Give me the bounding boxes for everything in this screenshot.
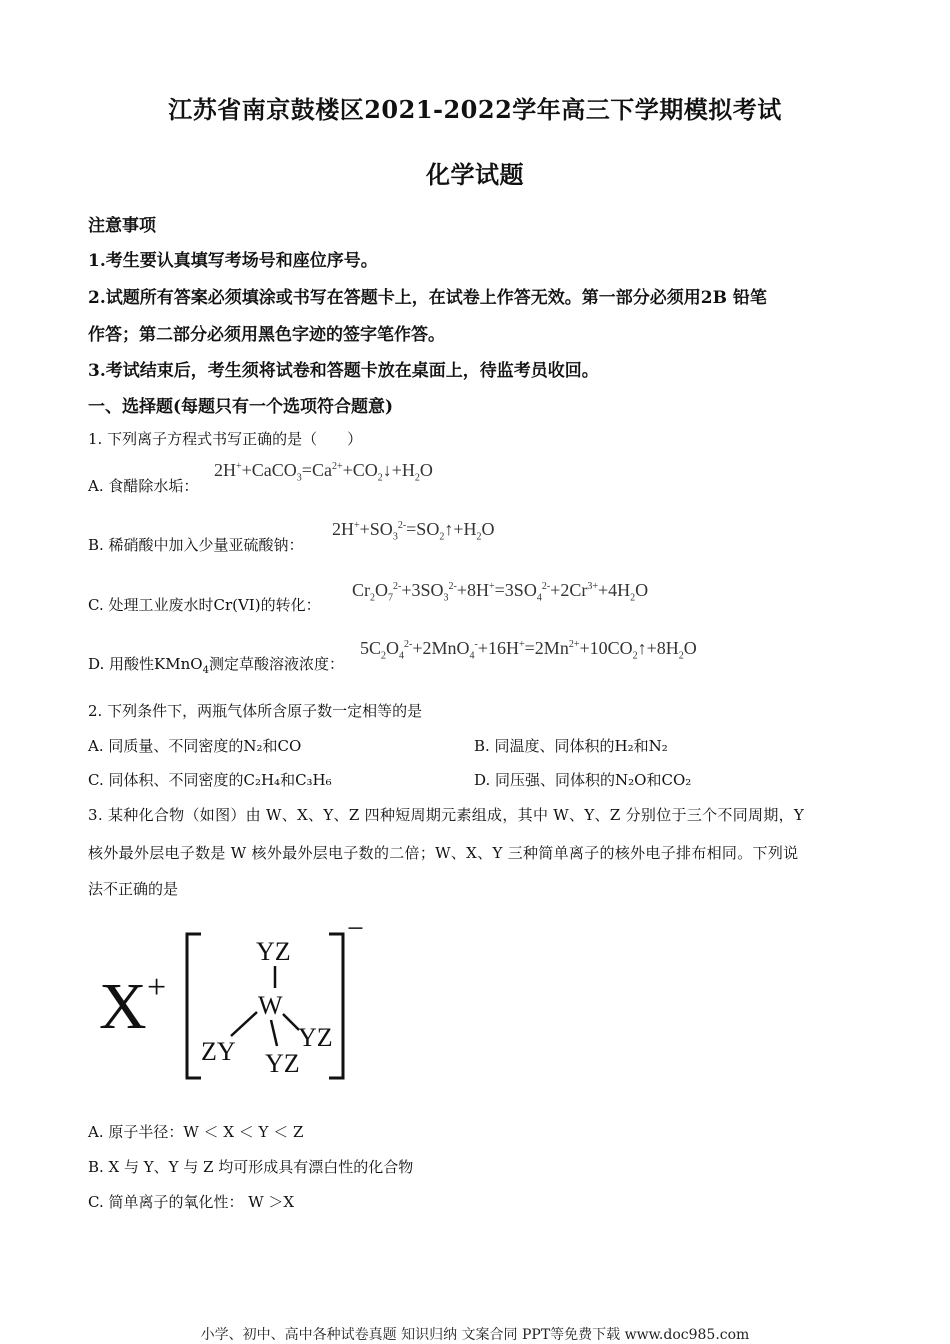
q1-stem: 1. 下列离子方程式书写正确的是（ ） bbox=[88, 430, 363, 448]
fig-top-group: YZ bbox=[256, 937, 291, 966]
q1-option-d-prefix: D. 用酸性KMnO bbox=[88, 655, 203, 673]
q3-structure-figure bbox=[95, 918, 385, 1088]
q3-option-c: C. 简单离子的氧化性： W ＞X bbox=[88, 1193, 295, 1211]
notes-item-1: 1.考生要认真填写考场号和座位序号。 bbox=[88, 251, 378, 271]
fig-right-bracket bbox=[329, 934, 343, 1078]
q3-option-b: B. X 与 Y、Y 与 Z 均可形成具有漂白性的化合物 bbox=[88, 1158, 414, 1176]
fig-right-group: YZ bbox=[298, 1023, 333, 1052]
q1-option-d-suffix: 测定草酸溶液浓度： bbox=[208, 655, 344, 673]
q1-option-c-text: C. 处理工业废水时Cr(VI)的转化： bbox=[88, 596, 321, 614]
exam-subject: 化学试题 bbox=[426, 160, 524, 189]
q1-option-a-equation: $2H^++CaCO_3=Ca^{2+}+CO_2↓+H_2O$ bbox=[214, 460, 433, 484]
fig-bottom-group: YZ bbox=[265, 1049, 300, 1078]
q2-option-c: C. 同体积、不同密度的C₂H₄和C₃H₆ bbox=[88, 771, 332, 789]
q3-stem-line-1: 3. 某种化合物（如图）由 W、X、Y、Z 四种短周期元素组成，其中 W、Y、Z 分别位于三个不同周期，Y bbox=[88, 806, 805, 824]
fig-left-bracket bbox=[187, 934, 201, 1078]
notes-item-3: 3.考试结束后，考生须将试卷和答题卡放在桌面上，待监考员收回。 bbox=[88, 361, 599, 381]
fig-cation-charge: + bbox=[147, 969, 167, 1006]
q1-option-b-text: B. 稀硝酸中加入少量亚硫酸钠： bbox=[88, 536, 304, 554]
q2-option-a: A. 同质量、不同密度的N₂和CO bbox=[88, 737, 302, 755]
page-footer: 小学、初中、高中各种试卷真题 知识归纳 文案合同 PPT等免费下载 www.doc985.com bbox=[200, 1327, 750, 1343]
q1-option-d-text bbox=[88, 653, 344, 676]
fig-bond-left bbox=[231, 1012, 257, 1036]
section-1-heading: 一、选择题(每题只有一个选项符合题意) bbox=[88, 397, 394, 417]
fig-anion-charge: − bbox=[347, 918, 364, 945]
q3-stem-line-2: 核外最外层电子数是 W 核外最外层电子数的二倍；W、X、Y 三种简单离子的核外电子排布相同。下列说 bbox=[88, 844, 799, 862]
q3-stem-line-3: 法不正确的是 bbox=[88, 880, 179, 898]
notes-heading: 注意事项 bbox=[88, 216, 156, 236]
fig-bond-bottom bbox=[271, 1020, 277, 1046]
q1-option-c-equation: $Cr_2O_7^{2-}+3SO_3^{2-}+8H^+=3SO_4^{2-}+2Cr^{3+}+4H_2O$ bbox=[352, 580, 649, 604]
fig-cation: X bbox=[99, 970, 147, 1043]
fig-bond-right bbox=[283, 1014, 299, 1030]
fig-center-atom: W bbox=[258, 991, 283, 1020]
q2-option-d: D. 同压强、同体积的N₂O和CO₂ bbox=[474, 771, 692, 789]
notes-item-2-line-2: 作答；第二部分必须用黑色字迹的签字笔作答。 bbox=[88, 325, 445, 345]
q1-option-a-text: A. 食醋除水垢： bbox=[88, 477, 199, 495]
q1-option-d-equation: $5C_2O_4^{2-}+2MnO_4^-+16H^+=2Mn^{2+}+10CO_2↑+8H_2O$ bbox=[360, 638, 697, 662]
fig-left-group: ZY bbox=[201, 1037, 236, 1066]
q1-option-d-subscript: 4 bbox=[202, 665, 209, 676]
q1-option-b-equation: $2H^++SO_3^{2-}=SO_2↑+H_2O$ bbox=[332, 519, 495, 543]
exam-title: 江苏省南京鼓楼区2021-2022学年高三下学期模拟考试 bbox=[168, 95, 782, 124]
q2-option-b: B. 同温度、同体积的H₂和N₂ bbox=[474, 737, 668, 755]
q3-option-a: A. 原子半径：W ＜ X ＜ Y ＜ Z bbox=[88, 1123, 304, 1141]
q2-stem: 2. 下列条件下，两瓶气体所含原子数一定相等的是 bbox=[88, 702, 423, 720]
notes-item-2-line-1: 2.试题所有答案必须填涂或书写在答题卡上，在试卷上作答无效。第一部分必须用2B 铅笔 bbox=[88, 288, 767, 308]
